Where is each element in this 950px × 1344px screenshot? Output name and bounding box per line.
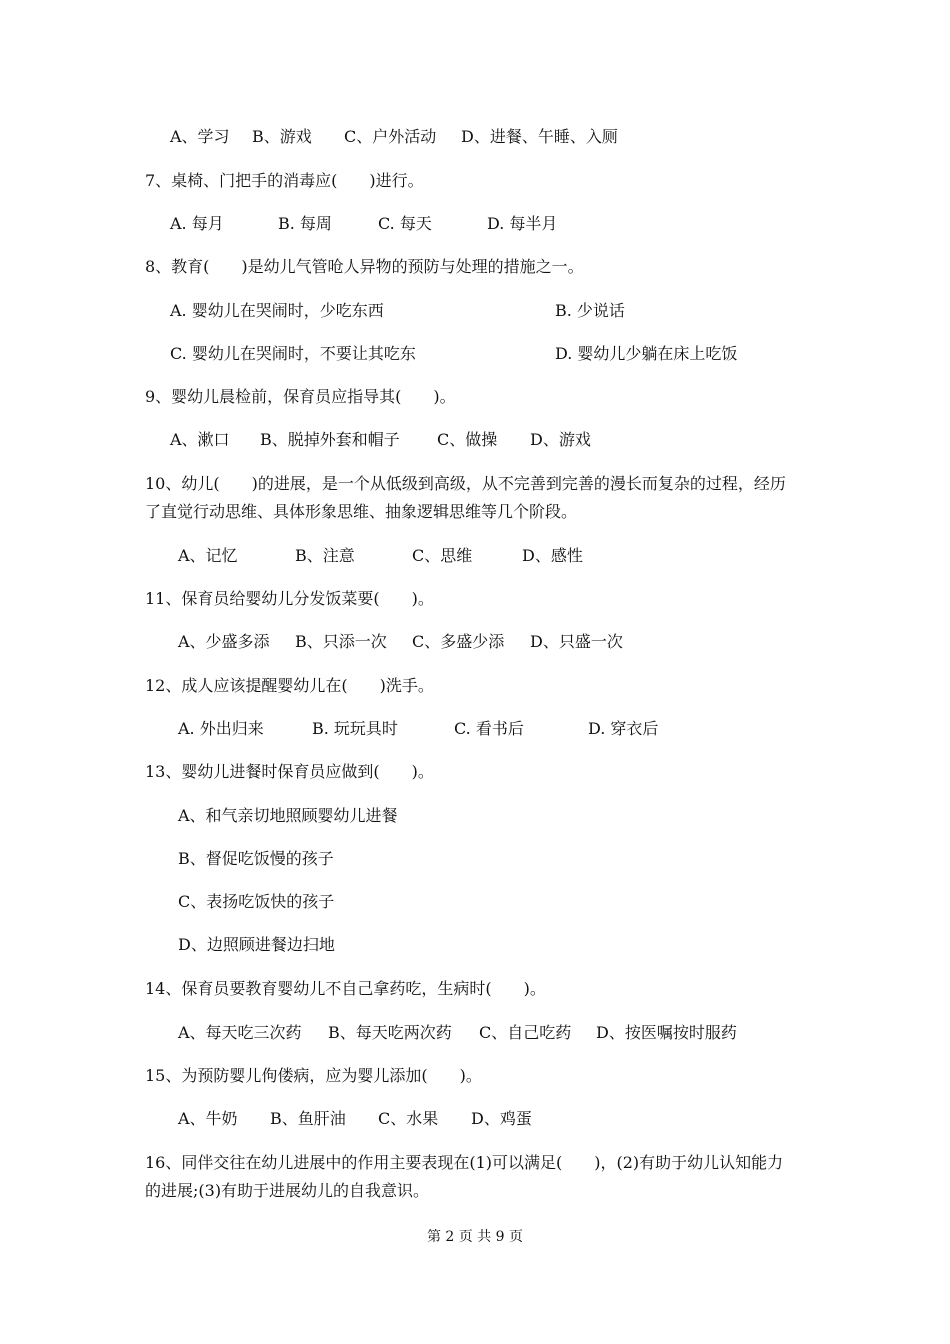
q12-option-d: D. 穿衣后 bbox=[588, 719, 659, 738]
question-13: 13、婴幼儿进餐时保育员应做到( )。 bbox=[145, 762, 434, 781]
q9-option-b: B、脱掉外套和帽子 bbox=[260, 430, 400, 449]
q12-option-b: B. 玩玩具时 bbox=[312, 719, 398, 738]
q7-option-a: A. 每月 bbox=[170, 214, 224, 233]
q10-option-c: C、思维 bbox=[412, 546, 473, 565]
q12-option-a: A. 外出归来 bbox=[178, 719, 264, 738]
q6-option-c: C、户外活动 bbox=[344, 127, 437, 146]
question-8: 8、教育( )是幼儿气管呛人异物的预防与处理的措施之一。 bbox=[145, 257, 584, 276]
q10-option-b: B、注意 bbox=[295, 546, 355, 565]
question-16-line-2: 的进展;(3)有助于进展幼儿的自我意识。 bbox=[145, 1181, 430, 1200]
q10-option-a: A、记忆 bbox=[178, 546, 238, 565]
q11-option-c: C、多盛少添 bbox=[412, 632, 505, 651]
q6-option-d: D、进餐、午睡、入厕 bbox=[461, 127, 618, 146]
q15-option-b: B、鱼肝油 bbox=[270, 1109, 346, 1128]
q14-option-c: C、自己吃药 bbox=[479, 1023, 572, 1042]
q11-option-b: B、只添一次 bbox=[295, 632, 387, 651]
q15-option-d: D、鸡蛋 bbox=[471, 1109, 532, 1128]
q11-option-d: D、只盛一次 bbox=[530, 632, 623, 651]
q9-option-a: A、漱口 bbox=[170, 430, 230, 449]
question-12: 12、成人应该提醒婴幼儿在( )洗手。 bbox=[145, 676, 434, 695]
question-11: 11、保育员给婴幼儿分发饭菜要( )。 bbox=[145, 589, 434, 608]
q10-option-d: D、感性 bbox=[522, 546, 583, 565]
question-15: 15、为预防婴儿佝偻病，应为婴儿添加( )。 bbox=[145, 1066, 482, 1085]
q14-option-a: A、每天吃三次药 bbox=[178, 1023, 302, 1042]
q14-option-b: B、每天吃两次药 bbox=[328, 1023, 452, 1042]
q8-option-c: C. 婴幼儿在哭闹时，不要让其吃东 bbox=[170, 344, 416, 363]
q6-option-a: A、学习 bbox=[170, 127, 230, 146]
question-10-line-1: 10、幼儿( )的进展，是一个从低级到高级，从不完善到完善的漫长而复杂的过程，经历 bbox=[145, 474, 786, 493]
q15-option-a: A、牛奶 bbox=[178, 1109, 238, 1128]
q7-option-c: C. 每天 bbox=[378, 214, 432, 233]
question-16-line-1: 16、同伴交往在幼儿进展中的作用主要表现在(1)可以满足( )，(2)有助于幼儿认知能力 bbox=[145, 1153, 784, 1172]
question-10-line-2: 了直觉行动思维、具体形象思维、抽象逻辑思维等几个阶段。 bbox=[145, 502, 578, 521]
q13-option-c: C、表扬吃饭快的孩子 bbox=[178, 892, 335, 911]
question-14: 14、保育员要教育婴幼儿不自己拿药吃，生病时( )。 bbox=[145, 979, 546, 998]
page-footer: 第 2 页 共 9 页 bbox=[426, 1229, 524, 1245]
q9-option-c: C、做操 bbox=[437, 430, 498, 449]
q13-option-a: A、和气亲切地照顾婴幼儿进餐 bbox=[178, 806, 398, 825]
q9-option-d: D、游戏 bbox=[530, 430, 591, 449]
q7-option-b: B. 每周 bbox=[278, 214, 332, 233]
q8-option-a: A. 婴幼儿在哭闹时，少吃东西 bbox=[170, 301, 384, 320]
q15-option-c: C、水果 bbox=[378, 1109, 439, 1128]
q13-option-d: D、边照顾进餐边扫地 bbox=[178, 935, 335, 954]
q7-option-d: D. 每半月 bbox=[487, 214, 558, 233]
q8-option-b: B. 少说话 bbox=[555, 301, 625, 320]
question-7: 7、桌椅、门把手的消毒应( )进行。 bbox=[145, 171, 424, 190]
q12-option-c: C. 看书后 bbox=[454, 719, 524, 738]
q14-option-d: D、按医嘱按时服药 bbox=[596, 1023, 737, 1042]
q8-option-d: D. 婴幼儿少躺在床上吃饭 bbox=[555, 344, 738, 363]
q11-option-a: A、少盛多添 bbox=[178, 632, 270, 651]
q13-option-b: B、督促吃饭慢的孩子 bbox=[178, 849, 334, 868]
q6-option-b: B、游戏 bbox=[252, 127, 312, 146]
question-9: 9、婴幼儿晨检前，保育员应指导其( )。 bbox=[145, 387, 456, 406]
